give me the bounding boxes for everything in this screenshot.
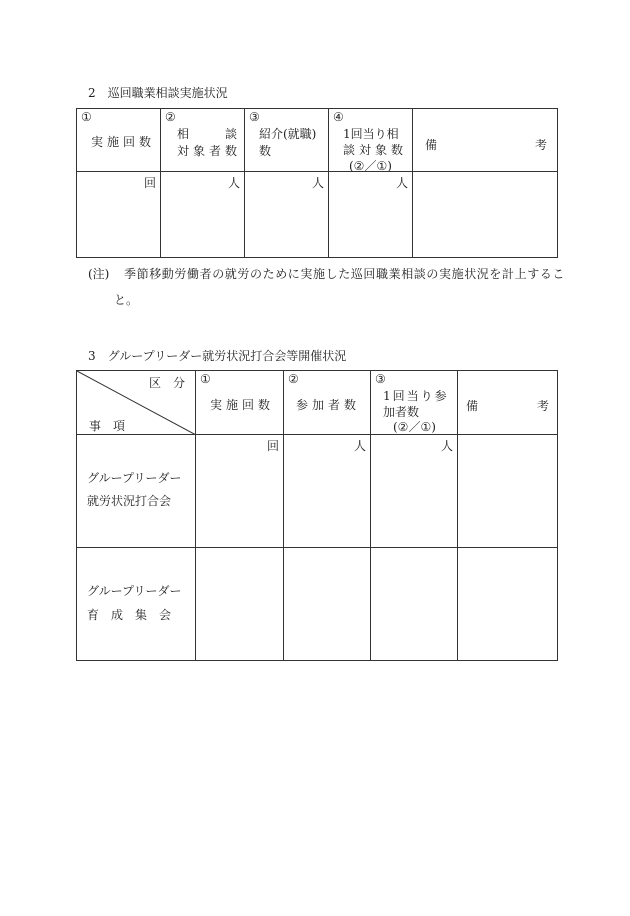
- row-label: [77, 435, 196, 548]
- header-row: [77, 371, 558, 435]
- group-leader-table: [76, 370, 558, 661]
- header-count: [196, 371, 284, 435]
- header-label: 相 談: [177, 127, 238, 141]
- header-per-session: [371, 371, 458, 435]
- corner-bottom-label: 事 項: [89, 419, 126, 433]
- cell-remarks[interactable]: [458, 548, 558, 661]
- cell-count[interactable]: [196, 435, 284, 548]
- cell-per-session[interactable]: [371, 548, 458, 661]
- cell-remarks[interactable]: [458, 435, 558, 548]
- cell-count[interactable]: [196, 548, 284, 661]
- cell-participants[interactable]: [284, 435, 371, 548]
- header-label: 談対象数: [343, 143, 408, 157]
- header-label: 1回当り相: [343, 127, 399, 141]
- header-label: 加者数: [383, 405, 420, 419]
- header-label: (②／①): [393, 420, 436, 434]
- table-row: [77, 172, 558, 258]
- header-num: ④: [333, 110, 344, 124]
- cell-remarks[interactable]: [413, 172, 558, 258]
- unit-label: 回: [143, 176, 156, 190]
- consultation-table: [76, 108, 558, 258]
- section2-title: 2 巡回職業相談実施状況: [88, 86, 228, 100]
- header-num: ②: [288, 372, 299, 386]
- header-label: 考: [534, 138, 547, 152]
- header-per-session: [329, 109, 413, 172]
- header-label: 紹介(就職): [259, 127, 317, 141]
- section3-title: 3 グループリーダー就労状況打合会等開催状況: [88, 349, 347, 363]
- header-referrals: [245, 109, 329, 172]
- corner-top-label: 区 分: [148, 376, 185, 390]
- cell-count[interactable]: [77, 172, 161, 258]
- cell-per-session[interactable]: [371, 435, 458, 548]
- cell-subjects[interactable]: [161, 172, 245, 258]
- header-num: ①: [81, 110, 92, 124]
- note-label: (注): [88, 267, 110, 281]
- header-label: 参加者数: [296, 398, 361, 412]
- header-participants: [284, 371, 371, 435]
- header-label: 対象者数: [177, 144, 242, 158]
- cell-referrals[interactable]: [245, 172, 329, 258]
- header-count: [77, 109, 161, 172]
- header-num: ②: [165, 110, 176, 124]
- unit-label: 人: [311, 176, 324, 190]
- header-label: (②／①): [349, 159, 392, 173]
- table-row: [77, 548, 558, 661]
- header-label: 数: [259, 144, 272, 158]
- header-num: ③: [375, 372, 386, 386]
- row-label: [77, 548, 196, 661]
- cell-per-session[interactable]: [329, 172, 413, 258]
- header-row: [77, 109, 558, 172]
- unit-label: 人: [227, 176, 240, 190]
- header-label: 1回当り参: [383, 389, 449, 403]
- corner-cell: [77, 371, 196, 435]
- row-label-line1: グループリーダー: [87, 471, 182, 485]
- header-label: 備: [425, 138, 438, 152]
- cell-participants[interactable]: [284, 548, 371, 661]
- header-num: ③: [249, 110, 260, 124]
- header-num: ①: [200, 372, 211, 386]
- unit-label: 人: [395, 176, 408, 190]
- row-label-line2: 育 成 集 会: [87, 608, 172, 622]
- header-label: 備: [466, 399, 479, 413]
- header-subjects: [161, 109, 245, 172]
- unit-label: 人: [440, 439, 453, 453]
- header-label: 実施回数: [210, 398, 275, 412]
- table-row: [77, 435, 558, 548]
- row-label-line2: 就労状況打合会: [87, 494, 172, 508]
- note-text: 季節移動労働者の就労のために実施した巡回職業相談の実施状況を計上するこ: [124, 267, 566, 281]
- header-remarks: [413, 109, 558, 172]
- row-label-line1: グループリーダー: [87, 584, 182, 598]
- unit-label: 回: [266, 439, 279, 453]
- unit-label: 人: [353, 439, 366, 453]
- note-text-cont: と。: [114, 293, 139, 307]
- header-remarks: [458, 371, 558, 435]
- header-label: 実施回数: [91, 135, 156, 149]
- header-label: 考: [536, 399, 549, 413]
